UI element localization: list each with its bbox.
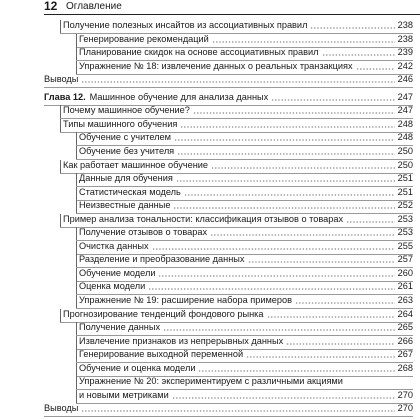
entry-text: Генерирование выходной переменной <box>79 349 244 360</box>
entry-text: Выводы <box>44 403 79 414</box>
dot-leader <box>248 252 395 263</box>
entry-text: Получение полезных инсайтов из ассоциативных правил <box>63 20 308 30</box>
entry-text: Получение данных <box>79 322 161 333</box>
entry-title <box>44 90 268 104</box>
entry-title <box>60 103 190 117</box>
entry-marker <box>60 214 61 228</box>
entry-page-number: 251 <box>397 186 413 197</box>
entry-title <box>76 279 145 293</box>
dot-leader <box>310 18 394 29</box>
entry-title <box>76 198 170 212</box>
entry-text: Обучение модели <box>79 267 156 278</box>
entry-page-number: 253 <box>397 213 413 224</box>
dot-leader <box>177 144 395 155</box>
dot-leader <box>81 72 394 83</box>
entry-page-number: 270 <box>397 403 413 414</box>
entry-page-number: 242 <box>397 60 413 71</box>
entry-text: Извлечение признаков из непрерывных данных <box>79 335 284 346</box>
entry-title <box>76 361 195 375</box>
entry-title <box>76 334 283 348</box>
entry-text: Оценка модели <box>79 281 146 292</box>
entry-text: Упражнение № 18: извлечение данных о реальных транзакциях <box>79 60 353 71</box>
entry-text: Разделение и преобразование данных <box>79 254 245 265</box>
entry-page-number: 268 <box>397 362 413 373</box>
entry-text: Неизвестные данные <box>79 200 171 211</box>
entry-page-number: 265 <box>397 322 413 333</box>
dot-leader <box>198 361 394 372</box>
chapter-label: Глава 12. <box>44 91 86 102</box>
entry-title <box>76 225 207 239</box>
running-title: Оглавление <box>66 1 122 12</box>
entry-text: Как работает машинное обучение <box>63 159 209 170</box>
entry-title <box>76 144 174 158</box>
dot-leader <box>212 32 395 43</box>
entry-text: Упражнение № 19: расширение набора примеров <box>79 295 293 305</box>
entry-title <box>76 293 292 307</box>
entry-text: Пример анализа тональности: классификация отзывов о товарах <box>63 213 344 224</box>
entry-page-number: 255 <box>397 240 413 251</box>
entry-title <box>76 185 181 199</box>
dot-leader <box>211 158 395 169</box>
dot-leader <box>184 185 395 196</box>
entry-text: и новыми метриками <box>79 389 169 400</box>
entry-text: Выводы <box>44 74 79 85</box>
entry-marker <box>60 160 61 174</box>
entry-page-number: 250 <box>397 145 413 156</box>
entry-text: Машинное обучение для анализа данных <box>89 91 269 102</box>
entry-title <box>76 388 169 402</box>
toc-entry[interactable] <box>44 72 413 88</box>
entry-page-number: 261 <box>397 281 413 292</box>
entry-page-number: 270 <box>397 389 413 400</box>
entry-text: Прогнозирование тенденций фондового рынка <box>63 308 264 319</box>
entry-page-number: 266 <box>397 335 413 346</box>
entry-marker <box>60 20 61 34</box>
dot-leader <box>158 266 394 277</box>
entry-title <box>60 18 307 32</box>
entry-text: Статистическая модель <box>79 186 181 197</box>
entry-page-number: 263 <box>397 295 413 305</box>
entry-page-number: 251 <box>397 173 413 184</box>
entry-underline <box>44 416 413 417</box>
entry-page-number: 253 <box>397 227 413 238</box>
entry-text: Генерирование рекомендаций <box>79 33 209 44</box>
entry-title <box>60 117 177 131</box>
entry-text: Получение отзывов о товарах <box>79 227 208 238</box>
entry-title <box>44 72 78 86</box>
dot-leader <box>81 401 394 412</box>
dot-leader <box>193 103 395 114</box>
toc-entry[interactable] <box>44 401 413 417</box>
dot-leader <box>267 307 395 318</box>
entry-title <box>76 239 149 253</box>
entry-text: Почему машинное обучение? <box>63 105 190 116</box>
entry-title <box>60 158 208 172</box>
entry-page-number: 238 <box>397 33 413 44</box>
entry-title <box>76 266 155 280</box>
entry-page-number: 250 <box>397 159 413 170</box>
entry-text: Обучение без учителя <box>79 145 175 156</box>
entry-title <box>76 59 353 73</box>
entry-page-number: 257 <box>397 254 413 265</box>
entry-page-number: 247 <box>397 105 413 116</box>
entry-text: Данные для обучения <box>79 173 173 184</box>
dot-leader <box>152 239 395 250</box>
entry-page-number: 247 <box>397 91 413 102</box>
entry-page-number: 248 <box>397 132 413 143</box>
dot-leader <box>322 45 395 56</box>
entry-text: Упражнение № 20: экспериментируем с различными акциями <box>79 376 343 387</box>
dot-leader <box>246 347 395 358</box>
entry-underline <box>44 87 413 88</box>
page-number: 12 <box>44 0 58 13</box>
entry-text: Типы машинного обучения <box>63 118 178 129</box>
entry-title <box>76 252 245 266</box>
entry-title <box>76 32 209 46</box>
dot-leader <box>148 279 394 290</box>
entry-page-number: 260 <box>397 267 413 278</box>
entry-title <box>76 45 319 59</box>
entry-page-number: 238 <box>397 20 413 30</box>
entry-text: Очистка данных <box>79 240 149 251</box>
entry-title <box>76 320 160 334</box>
entry-title <box>76 374 343 388</box>
dot-leader <box>173 198 394 209</box>
entry-title <box>76 347 243 361</box>
entry-title <box>76 171 173 185</box>
entry-page-number: 239 <box>397 47 413 58</box>
dot-leader <box>210 225 395 236</box>
entry-marker <box>60 309 61 323</box>
dot-leader <box>295 293 395 304</box>
entry-text: Обучение с учителем <box>79 132 171 143</box>
dot-leader <box>271 90 394 101</box>
dot-leader <box>172 388 395 399</box>
dot-leader <box>180 117 394 128</box>
entry-title <box>60 307 264 321</box>
entry-page-number: 248 <box>397 118 413 129</box>
dot-leader <box>286 334 394 345</box>
entry-page-number: 267 <box>397 349 413 360</box>
entry-text: Обучение и оценка модели <box>79 362 196 373</box>
entry-marker <box>60 119 61 133</box>
entry-title <box>44 401 78 415</box>
entry-page-number: 264 <box>397 308 413 319</box>
dot-leader <box>346 212 395 223</box>
entry-page-number: 252 <box>397 200 413 211</box>
entry-text: Планирование скидок на основе ассоциативных правил <box>79 47 319 58</box>
entry-title <box>76 130 171 144</box>
dot-leader <box>356 59 395 70</box>
entry-page-number: 246 <box>397 74 413 85</box>
dot-leader <box>176 171 395 182</box>
dot-leader <box>174 130 395 141</box>
dot-leader <box>163 320 395 331</box>
entry-title <box>60 212 343 226</box>
